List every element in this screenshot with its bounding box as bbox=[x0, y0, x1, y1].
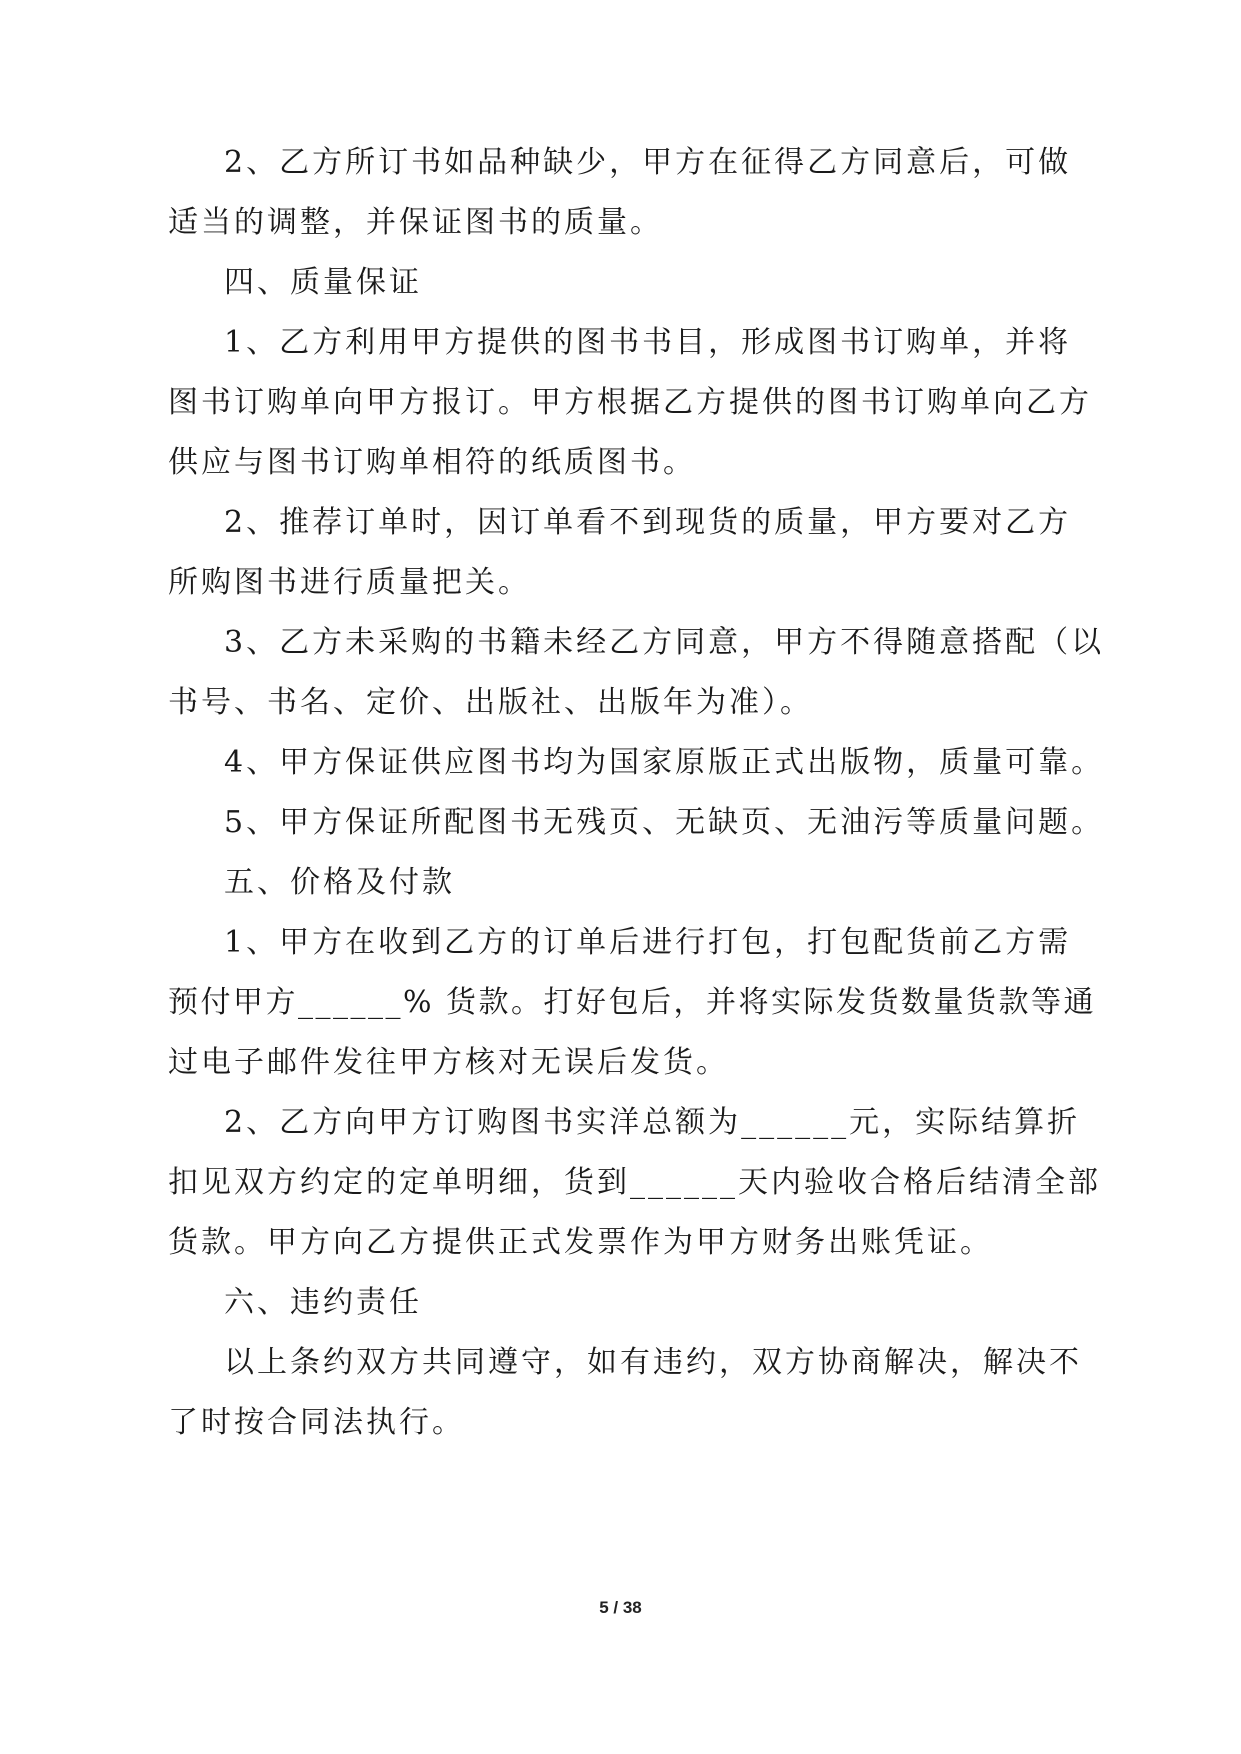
page-number: 5 / 38 bbox=[599, 1598, 642, 1617]
section-heading: 五、价格及付款 bbox=[224, 865, 455, 900]
section-heading: 四、质量保证 bbox=[224, 265, 422, 300]
text-line: 了时按合同法执行。 bbox=[168, 1405, 465, 1440]
text-line: 1、甲方在收到乙方的订单后进行打包，打包配货前乙方需 bbox=[224, 925, 1072, 960]
text-line: 适当的调整，并保证图书的质量。 bbox=[168, 205, 663, 240]
text-line: 过电子邮件发往甲方核对无误后发货。 bbox=[168, 1045, 729, 1080]
text-line: 书号、书名、定价、出版社、出版年为准）。 bbox=[168, 685, 813, 720]
text-line: 2、推荐订单时，因订单看不到现货的质量，甲方要对乙方 bbox=[224, 505, 1072, 540]
text-line: 图书订购单向甲方报订。甲方根据乙方提供的图书订购单向乙方 bbox=[168, 385, 1092, 420]
text-line: 5、甲方保证所配图书无残页、无缺页、无油污等质量问题。 bbox=[224, 805, 1105, 840]
text-line: 预付甲方______% 货款。打好包后，并将实际发货数量货款等通 bbox=[168, 985, 1097, 1020]
text-line: 2、乙方所订书如品种缺少，甲方在征得乙方同意后，可做 bbox=[224, 145, 1072, 180]
text-line: 以上条约双方共同遵守，如有违约，双方协商解决，解决不 bbox=[224, 1345, 1082, 1380]
section-heading: 六、违约责任 bbox=[224, 1285, 422, 1320]
text-line: 扣见双方约定的定单明细，货到______天内验收合格后结清全部 bbox=[168, 1165, 1101, 1200]
text-line: 3、乙方未采购的书籍未经乙方同意，甲方不得随意搭配（以 bbox=[224, 625, 1105, 660]
text-line: 1、乙方利用甲方提供的图书书目，形成图书订购单，并将 bbox=[224, 325, 1072, 360]
text-line: 所购图书进行质量把关。 bbox=[168, 565, 531, 600]
text-line: 2、乙方向甲方订购图书实洋总额为______元，实际结算折 bbox=[224, 1105, 1081, 1140]
text-line: 货款。甲方向乙方提供正式发票作为甲方财务出账凭证。 bbox=[168, 1225, 993, 1260]
text-line: 供应与图书订购单相符的纸质图书。 bbox=[168, 445, 696, 480]
text-line: 4、甲方保证供应图书均为国家原版正式出版物，质量可靠。 bbox=[224, 745, 1105, 780]
